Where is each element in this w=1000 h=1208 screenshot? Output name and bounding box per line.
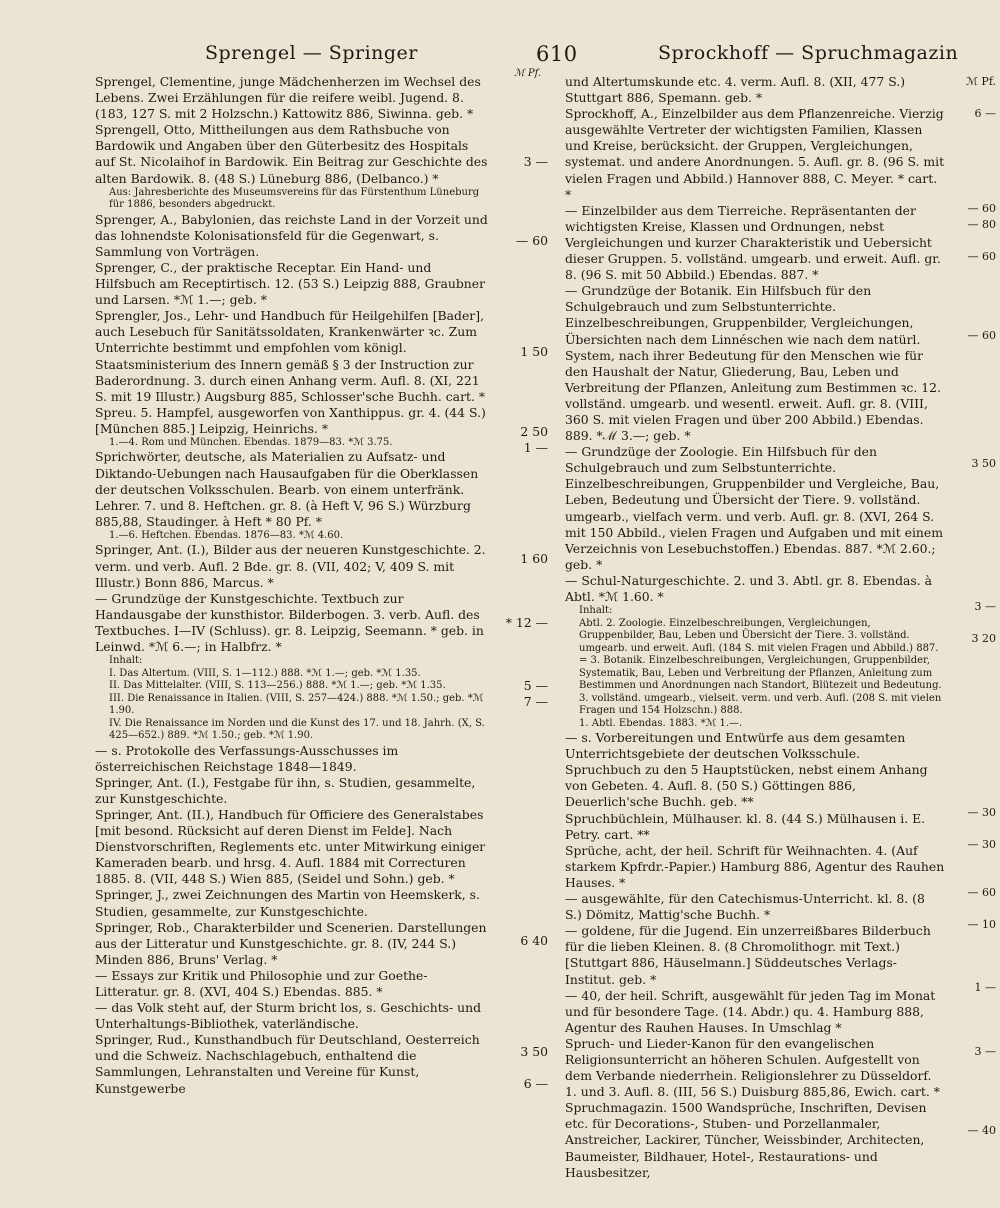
- currency-label: ℳ Pf.: [514, 68, 542, 79]
- catalog-entry: 1. Abtl. Ebendas. 1883. *ℳ 1.—.: [579, 717, 743, 729]
- catalog-entry: — goldene, für die Jugend. Ein unzerreißbares Bilderbuch für die lieben Kleinen. 8. (8 Chromolithogr. mit Text.) [Stuttgart 886, Häuselmann.] Süddeutsches Verlags-Institut. geb. *: [565, 923, 931, 987]
- price-value: — 30: [967, 838, 996, 852]
- catalog-entry: II. Das Mittelalter. (VIII, S. 113—256.) 888. *ℳ 1.—; geb. *ℳ 1.35.: [109, 680, 446, 692]
- catalog-entry: Spruch- und Lieder-Kanon für den evangelischen Religionsunterricht an höheren Schulen. Aufgestellt von dem Verbande niederrhein. Religionslehrer zu Düsseldorf. 1. und 3. Aufl. 8. (III, 56 S.) Duisburg 885,86, Ewich. cart. *: [565, 1035, 940, 1100]
- catalog-entry: Springer, Ant. (I.), Festgabe für ihn, s. Studien, gesammelte, zur Kunstgeschichte.: [95, 774, 476, 806]
- price-value: 1 60: [520, 551, 548, 566]
- catalog-entry: Abtl. 2. Zoologie. Einzelbeschreibungen, Vergleichungen, Gruppenbilder, Bau, Leben und Übersicht der Tiere. 3. vollständ. umgearb. und erweit. Aufl. (184 S. mit vielen Fragen und Abbild.) 887.: [579, 617, 939, 654]
- catalog-entry: III. Die Renaissance in Italien. (VIII, S. 257—424.) 888. *ℳ 1.50.; geb. *ℳ 1.90.: [109, 692, 484, 717]
- catalog-entry: Spruchbuch zu den 5 Hauptstücken, nebst einem Anhang von Gebeten. 4. Aufl. 8. (50 S.) Göttingen 886, Deuerlich'sche Buchh. geb. **: [565, 762, 928, 810]
- catalog-entry: Springer, Rud., Kunsthandbuch für Deutschland, Oesterreich und die Schweiz. Nachschlagebuch, enthaltend die Sammlungen, Lehranstalten und Vereine für Kunst, Kunstgewerbe: [95, 1032, 480, 1096]
- header-left-range: Sprengel — Springer: [205, 42, 418, 64]
- catalog-entry: — ausgewählte, für den Catechismus-Unterricht. kl. 8. (8 S.) Dömitz, Mattig'sche Buchh. *: [565, 891, 925, 923]
- catalog-entry: Sprengel, Clementine, junge Mädchenherzen im Wechsel des Lebens. Zwei Erzählungen für die reifere weibl. Jugend. 8. (183, 127 S. mit 2 Holzschn.) Kattowitz 886, Siwinna. geb. *: [95, 74, 481, 122]
- price-value: 3 —: [974, 599, 996, 613]
- catalog-entry: Springer, Rob., Charakterbilder und Scenerien. Darstellungen aus der Litteratur und Kunstgeschichte. gr. 8. (IV, 244 S.) Minden 886, Bruns' Verlag. *: [95, 919, 487, 967]
- price-value: 3 —: [974, 1044, 996, 1058]
- catalog-entry: Sprenger, A., Babylonien, das reichste Land in der Vorzeit und das lohnendste Kolonisationsfeld für die Gegenwart, s. Sammlung von Vorträgen.: [95, 211, 488, 259]
- catalog-entry: Sprengler, Jos., Lehr- und Handbuch für Heilgehilfen [Bader], auch Lesebuch für Sanitätssoldaten, Krankenwärter ꝛc. Zum Unterrichte bestimmt und empfohlen vom königl. Staatsministerium des Innern gemäß § 3 der Instruction zur Baderordnung. 3. durch einen Anhang verm. Aufl. 8. (XI, 221 S. mit 19 Illustr.) Augsburg 885, Schlosser'sche Buchh. cart. *: [95, 308, 486, 404]
- price-value: — 30: [967, 806, 996, 820]
- catalog-entry: IV. Die Renaissance im Norden und die Kunst des 17. und 18. Jahrh. (X, S. 425—652.) 889. *ℳ 1.50.; geb. *ℳ 1.90.: [109, 717, 485, 742]
- price-value: — 60: [967, 202, 996, 216]
- price-value: — 60: [967, 329, 996, 343]
- header-right-range: Sprockhoff — Spruchmagazin: [658, 42, 959, 64]
- catalog-entry: Inhalt:: [579, 605, 613, 617]
- catalog-entry: — Einzelbilder aus dem Tierreiche. Repräsentanten der wichtigsten Kreise, Klassen und Ordnungen, nebst Vergleichungen und kurzer Charakteristik und Uebersicht dieser Gruppen. 5. vollständ. umgearb. und erweit. Aufl. gr. 8. (96 S. mit 50 Abbild.) Ebendas. 887. *: [565, 202, 941, 283]
- price-value: 3 50: [971, 456, 996, 470]
- catalog-entry: 1.—4. Rom und München. Ebendas. 1879—83. *ℳ 3.75.: [109, 436, 393, 448]
- price-value: — 10: [967, 917, 996, 931]
- price-value: — 40: [967, 1124, 996, 1138]
- right-column: [565, 74, 945, 1181]
- price-value: — 60: [967, 885, 996, 899]
- price-value: ℳ Pf.: [966, 75, 996, 88]
- price-value: 5 —: [523, 678, 548, 694]
- catalog-entry: Sprockhoff, A., Einzelbilder aus dem Pflanzenreiche. Vierzig ausgewählte Vertreter der wichtigsten Familien, Klassen und Kreise, berücksicht. der Gruppen, Vergleichungen, systemat. und andere Anordnungen. 5. Aufl. gr. 8. (96 S. mit vielen Fragen und Abbild.) Hannover 888, C. Meyer. * cart. *: [565, 106, 945, 202]
- catalog-entry: — Essays zur Kritik und Philosophie und zur Goethe-Litteratur. gr. 8. (XVI, 404 S.) Ebendas. 885. *: [95, 967, 428, 999]
- price-value: 1 —: [974, 981, 996, 995]
- catalog-entry: 1.—6. Heftchen. Ebendas. 1876—83. *ℳ 4.60.: [109, 529, 344, 541]
- catalog-entry: — s. Vorbereitungen und Entwürfe aus dem gesamten Unterrichtsgebiete der deutschen Volksschule.: [565, 730, 906, 762]
- page-number: 610: [536, 42, 578, 66]
- price-value: — 60: [967, 249, 996, 263]
- catalog-entry: — Grundzüge der Zoologie. Ein Hilfsbuch für den Schulgebrauch und zum Selbstunterrichte. Einzelbeschreibungen, Gruppenbilder und Vergleiche, Bau, Leben, Bedeutung und Übersicht der Tiere. 9. vollständ. umgearb., vielfach verm. und verb. Aufl. gr. 8. (XVI, 264 S. mit 150 Abbild., vielen Fragen und Aufgaben und mit einem Verzeichnis von Lesebuchstoffen.) Ebendas. 887. *ℳ 2.60.; geb. *: [565, 444, 943, 572]
- catalog-entry: Sprenger, C., der praktische Receptar. Ein Hand- und Hilfsbuch am Receptirtisch. 12. (53 S.) Leipzig 888, Graubner und Larsen. *ℳ 1.—; geb. *: [95, 259, 485, 308]
- price-value: 6 40: [520, 932, 548, 948]
- catalog-entry: Inhalt:: [109, 655, 143, 667]
- catalog-entry: Springer, Ant. (I.), Bilder aus der neueren Kunstgeschichte. 2. verm. und verb. Aufl. 2 Bde. gr. 8. (VII, 402; V, 409 S. mit Illustr.) Bonn 886, Marcus. *: [95, 542, 486, 590]
- price-value: 6 —: [523, 1075, 548, 1091]
- catalog-entry: — s. Protokolle des Verfassungs-Ausschusses im österreichischen Reichstage 1848—1849.: [95, 742, 399, 774]
- catalog-entry: — Grundzüge der Botanik. Ein Hilfsbuch für den Schulgebrauch und zum Selbstunterrichte. Einzelbeschreibungen, Gruppenbilder, Vergleichungen, Übersichten nach dem Linnéschen wie nach dem natürl. System, nach ihrer Bedeutung für den Menschen wie für den Haushalt der Natur, Gliederung, Bau, Leben und Verbreitung der Pflanzen, Anleitung zum Bestimmen ꝛc. 12. vollständ. umgearb. und wesentl. erweit. Aufl. gr. 8. (VIII, 360 S. mit vielen Fragen und über 200 Abbild.) Ebendas. 889. *ℳ 3.—; geb. *: [565, 283, 941, 444]
- catalog-entry: Spruchmagazin. 1500 Wandsprüche, Inschriften, Devisen etc. für Decorations-, Stuben- und Porzellanmaler, Anstreicher, Lackirer, Tüncher, Weissbinder, Architecten, Baumeister, Bildhauer, Hotel-, Restaurations- und Hausbesitzer,: [565, 1100, 927, 1180]
- price-value: 1 —: [523, 439, 548, 455]
- catalog-entry: — Schul-Naturgeschichte. 2. und 3. Abtl. gr. 8. Ebendas. à Abtl. *ℳ 1.60. *: [565, 572, 933, 604]
- price-value: — 60: [515, 233, 548, 248]
- price-value: 3 —: [523, 153, 548, 169]
- catalog-entry: und Altertumskunde etc. 4. verm. Aufl. 8. (XII, 477 S.) Stuttgart 886, Spemann. geb. *: [565, 74, 906, 106]
- price-value: — 80: [967, 218, 996, 232]
- price-value: 6 —: [974, 106, 996, 120]
- catalog-entry: Sprengell, Otto, Mittheilungen aus dem Rathsbuche von Bardowik und Angaben über den Güterbesitz des Hospitals auf St. Nicolaihof in Bardowik. Ein Beitrag zur Geschichte des alten Bardowik. 8. (48 S.) Lüneburg 886, (Delbanco.) *: [95, 122, 488, 186]
- catalog-entry: Aus: Jahresberichte des Museumsvereins für das Fürstenthum Lüneburg für 1886, besonders abgedruckt.: [109, 186, 480, 211]
- catalog-entry: Springer, J., zwei Zeichnungen des Martin von Heemskerk, s. Studien, gesammelte, zur Kunstgeschichte.: [95, 887, 480, 919]
- catalog-entry: — das Volk steht auf, der Sturm bricht los, s. Geschichts- und Unterhaltungs-Bibliothek, vaterländische.: [95, 1000, 482, 1032]
- catalog-entry: Spreu. 5. Hampfel, ausgeworfen von Xanthippus. gr. 4. (44 S.) [München 885.] Leipzig, Heinrichs. *: [95, 404, 486, 436]
- price-value: 2 50: [520, 423, 548, 439]
- catalog-entry: — 40, der heil. Schrift, ausgewählt für jeden Tag im Monat und für besondere Tage. (14. Abdr.) qu. 4. Hamburg 888, Agentur des Rauhen Hauses. In Umschlag *: [565, 987, 936, 1035]
- price-value: 1 50: [520, 344, 548, 360]
- catalog-entry: Sprüche, acht, der heil. Schrift für Weihnachten. 4. (Auf starkem Kpfrdr.-Papier.) Hamburg 886, Agentur des Rauhen Hauses. *: [565, 842, 945, 890]
- left-column: [95, 74, 490, 1097]
- catalog-entry: Spruchbüchlein, Mülhauser. kl. 8. (44 S.) Mülhausen i. E. Petry. cart. **: [565, 810, 926, 842]
- catalog-entry: Sprichwörter, deutsche, als Materialien zu Aufsatz- und Diktando-Uebungen nach Hausaufgaben für die Oberklassen der deutschen Volksschulen. Bearb. von einem unterfränk. Lehrer. 7. und 8. Heftchen. gr. 8. (à Heft V, 96 S.) Würzburg 885,88, Staudinger. à Heft * 80 Pf. *: [95, 449, 479, 529]
- catalog-entry: — Grundzüge der Kunstgeschichte. Textbuch zur Handausgabe der kunsthistor. Bilderbogen. 3. verb. Aufl. des Textbuches. I—IV (Schluss). gr. 8. Leipzig, Seemann. * geb. in Leinwd. *ℳ 6.—; in Halbfrz. *: [95, 590, 484, 654]
- price-value: 3 20: [971, 631, 996, 645]
- price-value: * 12 —: [505, 614, 548, 630]
- catalog-entry: Springer, Ant. (II.), Handbuch für Officiere des Generalstabes [mit besond. Rücksicht auf deren Dienst im Felde]. Nach Dienstvorschriften, Reglements etc. unter Mitwirkung einiger Kameraden bearb. und hrsg. 4. Aufl. 1884 mit Correcturen 1885. 8. (VII, 448 S.) Wien 885, (Seidel und Sohn.) geb. *: [95, 806, 486, 887]
- catalog-entry: = 3. Botanik. Einzelbeschreibungen, Vergleichungen, Gruppenbilder, Systematik, Bau, Leben und Verbreitung der Pflanzen, Anleitung zum Bestimmen und Anordnungen nach Standort, Blütezeit und Bedeutung. 3. vollständ. umgearb., vielseit. verm. und verb. Aufl. (208 S. mit vielen Fragen und 154 Holzschn.) 888.: [579, 655, 942, 717]
- price-value: 3 50: [520, 1043, 548, 1059]
- catalog-entry: I. Das Altertum. (VIII, S. 1—112.) 888. *ℳ 1.—; geb. *ℳ 1.35.: [109, 667, 421, 679]
- price-value: 7 —: [523, 694, 548, 710]
